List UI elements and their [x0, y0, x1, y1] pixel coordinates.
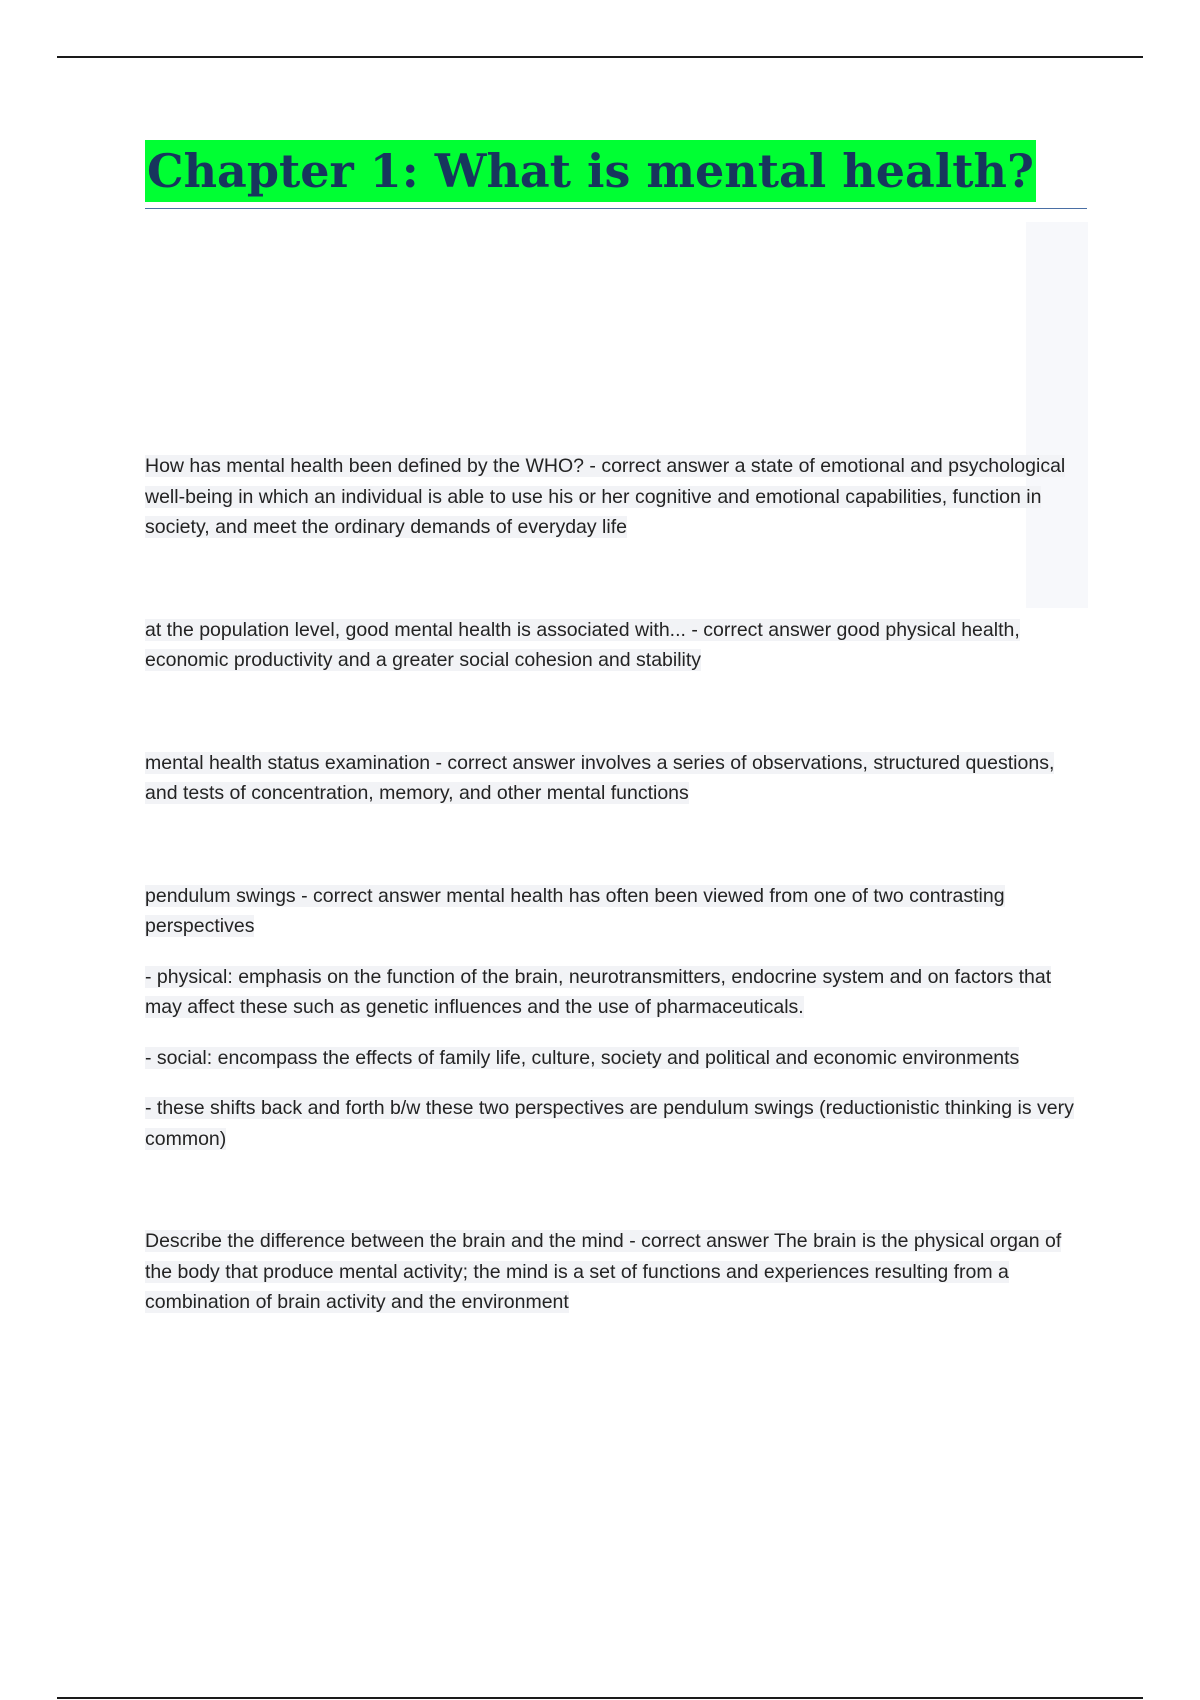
chapter-title: Chapter 1: What is mental health?: [145, 140, 1036, 202]
qa-entry-pendulum-swings: [145, 881, 1087, 1155]
qa-list: [145, 451, 1087, 1318]
qa-bullet-social: - social: encompass the effects of family life, culture, society and political and economic environments: [145, 1046, 1020, 1069]
qa-bullet-physical: - physical: emphasis on the function of the brain, neurotransmitters, endocrine system and on factors that may affect these such as genetic influences and the use of pharmaceuticals.: [145, 965, 1052, 1018]
qa-entry-population-level: [145, 615, 1087, 676]
document-body: [145, 140, 1087, 1390]
qa-text: at the population level, good mental health is associated with... - correct answer good physical health, economic productivity and a greater social cohesion and stability: [145, 618, 1020, 671]
top-rule: [57, 56, 1143, 58]
qa-entry-brain-vs-mind: [145, 1226, 1087, 1318]
qa-text: mental health status examination - correct answer involves a series of observations, structured questions, and tests of concentration, memory, and other mental functions: [145, 751, 1055, 804]
qa-entry-who-definition: [145, 451, 1087, 543]
title-block: [145, 140, 1087, 209]
qa-text: How has mental health been defined by the WHO? - correct answer a state of emotional and psychological well-being in which an individual is able to use his or her cognitive and emotional capabilities, function in society, and meet the ordinary demands of everyday life: [145, 455, 1066, 538]
qa-entry-status-exam: [145, 748, 1087, 809]
qa-bullet-shifts: - these shifts back and forth b/w these two perspectives are pendulum swings (reductionistic thinking is very common): [145, 1097, 1074, 1150]
qa-text: Describe the difference between the brain and the mind - correct answer The brain is the physical organ of the body that produce mental activity; the mind is a set of functions and experiences resulting from a combination of brain activity and the environment: [145, 1230, 1062, 1313]
bottom-rule: [57, 1697, 1143, 1699]
qa-text: pendulum swings - correct answer mental health has often been viewed from one of two contrasting perspectives: [145, 884, 1005, 937]
